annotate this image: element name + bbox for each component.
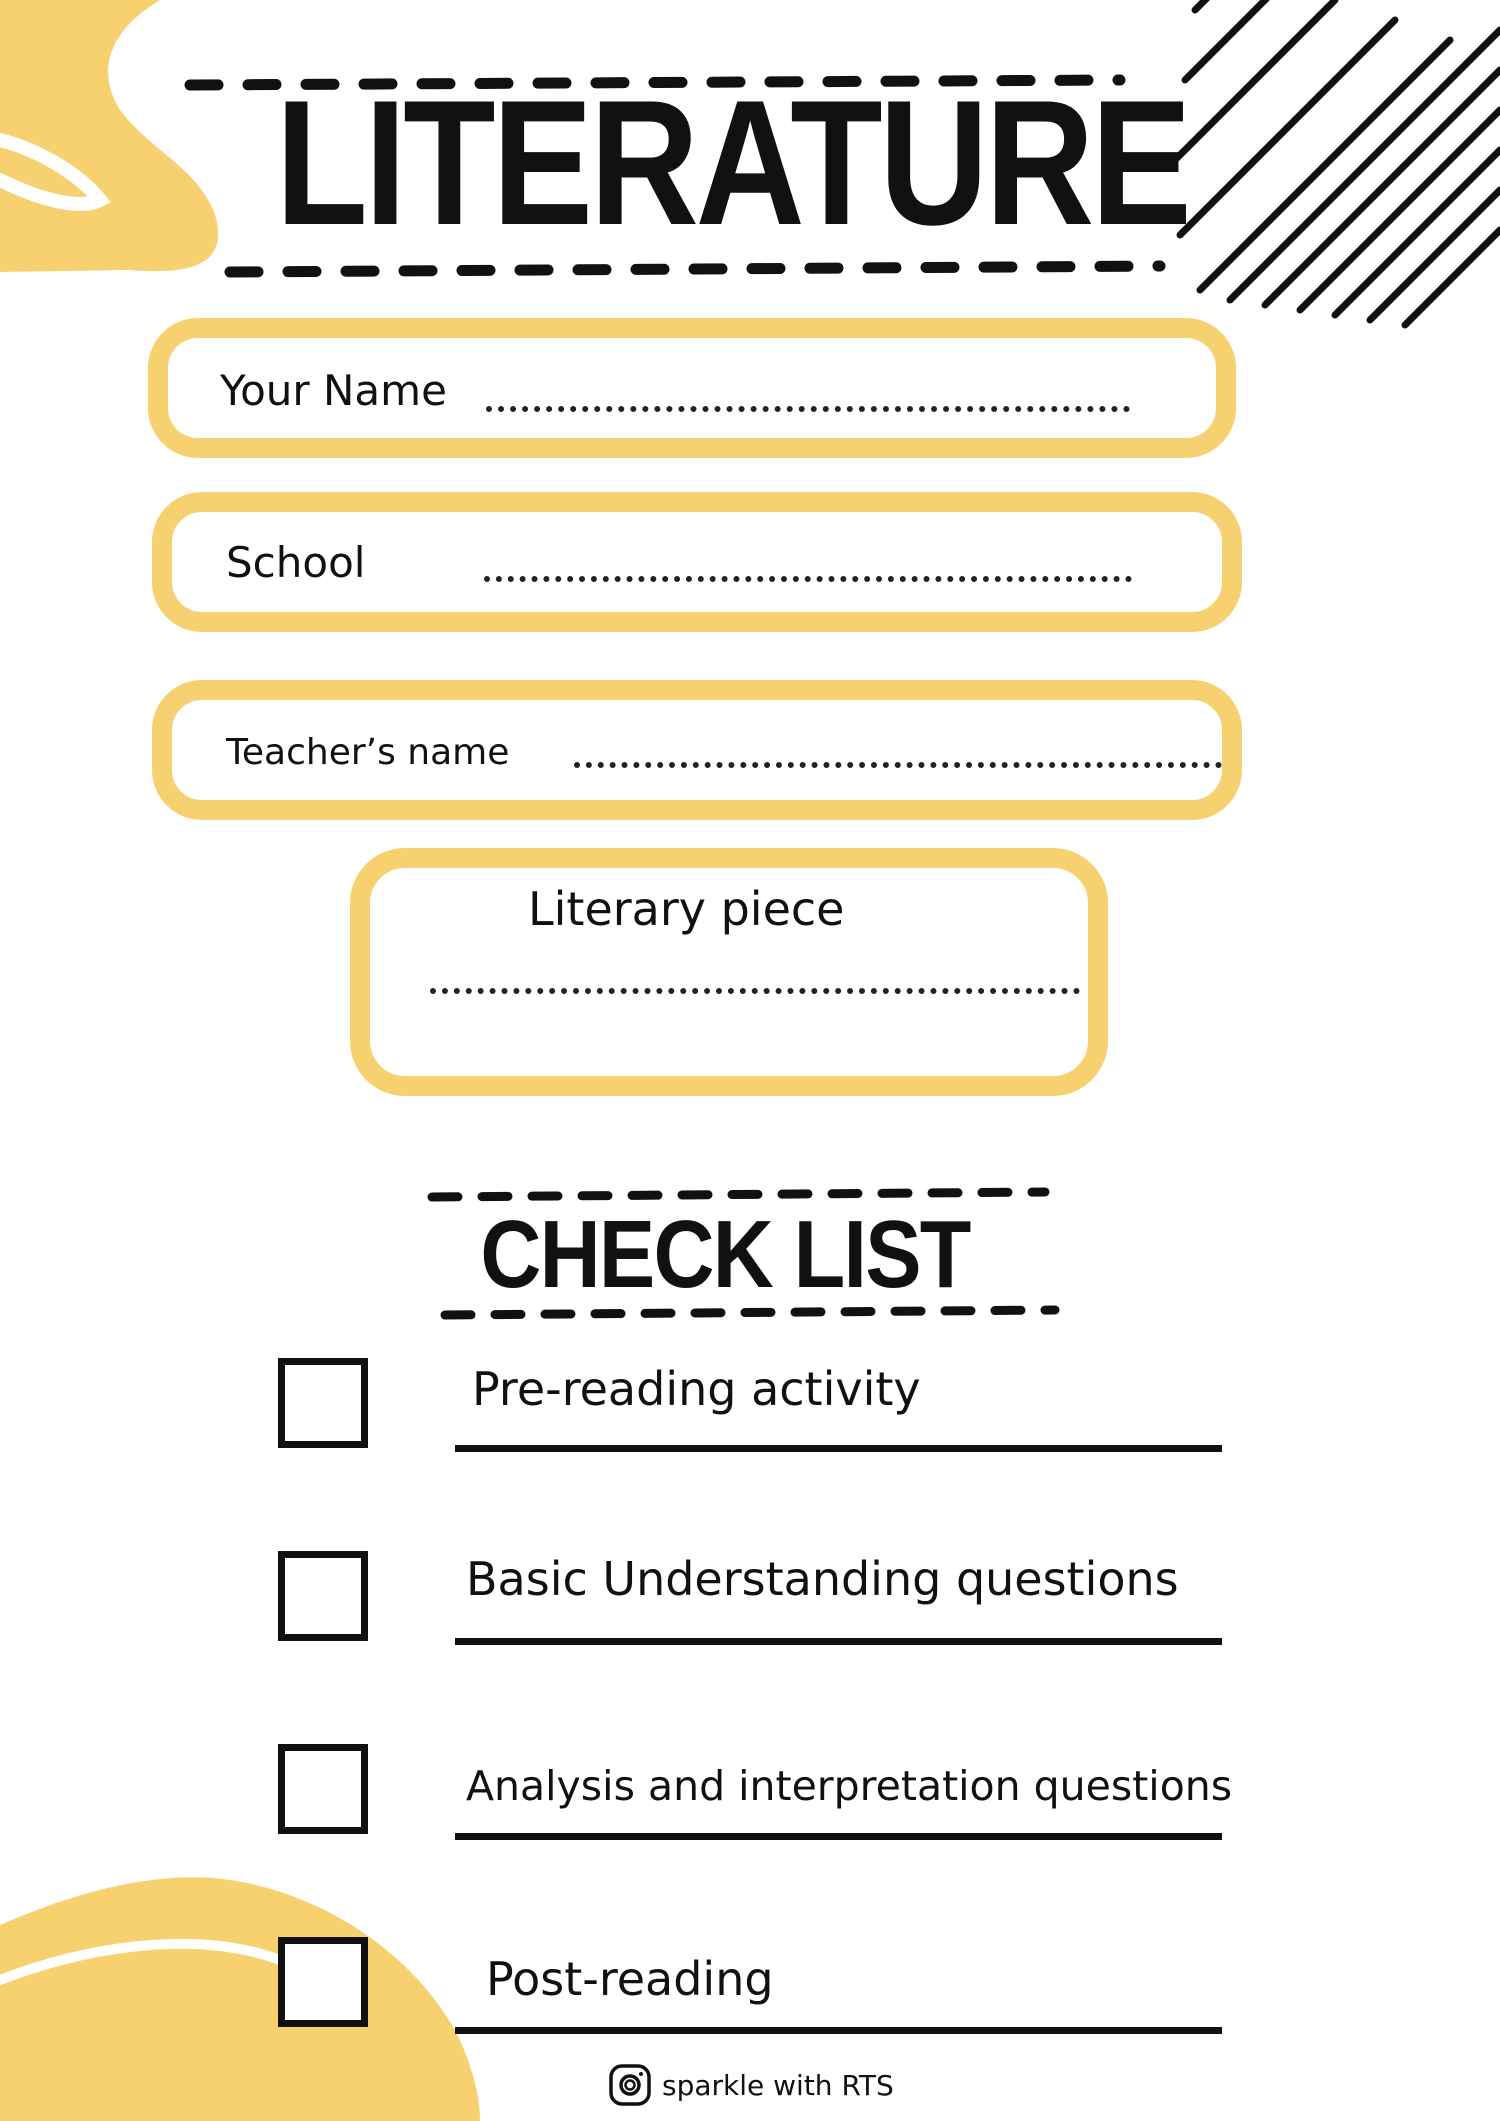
checklist-item-underline <box>455 1638 1222 1645</box>
checklist-item-label: Analysis and interpretation questions <box>466 1762 1233 1810</box>
school-field[interactable] <box>152 492 1242 632</box>
checklist-item-label: Basic Understanding questions <box>466 1552 1179 1606</box>
literary-piece-label: Literary piece <box>528 882 845 936</box>
checklist-item-label: Pre-reading activity <box>472 1362 921 1416</box>
teachers-name-label: Teacher’s name <box>226 732 510 773</box>
literary-piece-field[interactable] <box>350 848 1108 1096</box>
checkbox-analysis-interpretation[interactable] <box>278 1744 368 1834</box>
checklist-item-underline <box>455 1445 1222 1452</box>
page-title: LITERATURE <box>275 63 1189 262</box>
your-name-field[interactable] <box>148 318 1236 458</box>
yellow-blob-decoration <box>0 1877 480 2121</box>
teachers-name-dotted-line[interactable] <box>574 762 1222 768</box>
checkbox-pre-reading[interactable] <box>278 1358 368 1448</box>
school-dotted-line[interactable] <box>484 576 1132 582</box>
yellow-swirl-decoration <box>0 0 218 272</box>
checklist-item-underline <box>455 2027 1222 2034</box>
hatching-decoration <box>1175 0 1500 325</box>
checklist-title: CHECK LIST <box>480 1201 970 1308</box>
credit <box>608 2060 894 2110</box>
school-label: School <box>226 538 366 587</box>
your-name-label: Your Name <box>220 366 447 415</box>
instagram-icon <box>608 2063 652 2107</box>
teachers-name-field[interactable] <box>152 680 1242 820</box>
checklist-item-underline <box>455 1833 1222 1840</box>
checkbox-basic-understanding[interactable] <box>278 1551 368 1641</box>
your-name-dotted-line[interactable] <box>486 406 1130 412</box>
checkbox-post-reading[interactable] <box>278 1937 368 2027</box>
literary-piece-dotted-line[interactable] <box>430 988 1080 994</box>
credit-text: sparkle with RTS <box>662 2068 894 2102</box>
checklist-item-label: Post-reading <box>486 1952 774 2006</box>
